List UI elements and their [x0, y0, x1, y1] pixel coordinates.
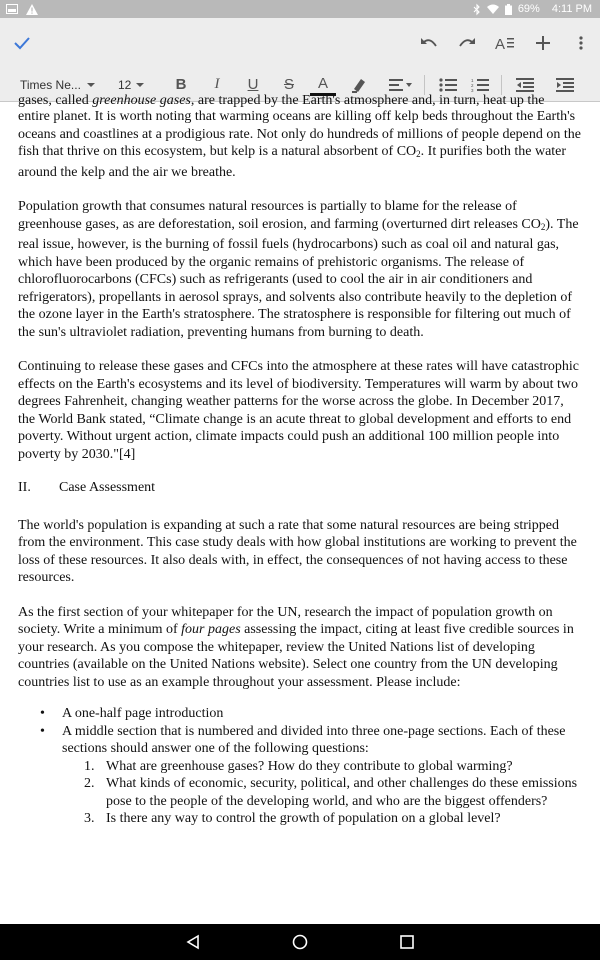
list-item[interactable]: • A one-half page introduction	[40, 705, 584, 723]
font-size-value: 12	[118, 77, 132, 92]
list-item[interactable]: 2. What kinds of economic, security, political, and other challenges do these emissions pose to the people of the developing world, and who are the biggest offenders?	[84, 776, 578, 809]
chevron-down-icon	[136, 83, 144, 87]
check-icon[interactable]	[10, 31, 34, 55]
text-color-button[interactable]: A	[310, 74, 336, 96]
svg-text:3: 3	[471, 87, 474, 93]
action-toolbar	[0, 18, 600, 68]
chevron-down-icon	[87, 83, 95, 87]
svg-text:2: 2	[471, 82, 474, 88]
numbered-list	[84, 758, 584, 828]
image-icon	[6, 4, 18, 14]
list-item[interactable]: • A middle section that is numbered and divided into three one-page sections. Each of these sections should answer one of the following questions:	[40, 723, 584, 758]
navigation-bar	[0, 924, 600, 960]
paragraph[interactable]: Continuing to release these gases and CFCs into the atmosphere at these rates will have catastrophic effects on the Earth's ecosystems and its level of biodiversity. Temperatures will warm by about two degrees Fahrenheit, changing weather patterns for the worse across the globe. In December 2017, the World Bank stated, “Climate change is an acute threat to global development and efforts to end poverty. Without urgent action, climate impacts could push an additional 100 million people into poverty by 2030."[4]	[18, 359, 580, 462]
bold-button[interactable]: B	[175, 76, 187, 93]
paragraph[interactable]: The world's population is expanding at such a rate that some natural resources are being stripped from the environment. This case study deals with how global institutions are working to prevent the loss of these resources. It also deals with, in effect, the consequences of not having access to these resources.	[18, 517, 577, 585]
bulleted-list	[40, 705, 584, 758]
paragraph[interactable]: Population growth that consumes natural resources is partially to blame for the release of greenhouse gases, as are deforestation, soil erosion, and farming (overturned dirt releases $CO_2$). The real issue, however, is the burning of fossil fuels (hydrocarbons) such as coal oil and natural gas, which have been produced by the organic remains of prehistoric organisms. The release of chlorofluorocarbons (CFCs) such as refrigerants (used to cool the air in air conditioners and refrigerators), propellants in aerosol sprays, and solvents also contribute heavily to the depletion of the ozone layer in the Earth's stratosphere. The stratosphere is responsible for filtering out much of the sun's ultraviolet radiation, preventing humans from burning to death.	[18, 199, 579, 340]
paragraph[interactable]: gases, called greenhouse gases, are trapped by the Earth's atmosphere and, in turn, heat up the entire planet. It is worth noting that warming oceans are killing off kelp beds throughout the Earth's oceans and coastlines at a prodigious rate. Not only do hundreds of millions of people depend on the fish that thrive on this ecosystem, but kelp is a natural absorbent of $CO_2$. It purifies both the water around the kelp and the air we breathe.	[18, 93, 581, 180]
home-icon[interactable]	[280, 927, 320, 957]
back-icon[interactable]	[173, 927, 213, 957]
add-icon[interactable]	[528, 28, 558, 58]
undo-icon[interactable]	[414, 28, 444, 58]
section-number: II.	[18, 480, 31, 495]
warning-icon	[26, 4, 38, 15]
list-item[interactable]: 1. What are greenhouse gases? How do they contribute to global warming?	[84, 758, 513, 774]
section-title: Case Assessment	[59, 480, 156, 495]
redo-icon[interactable]	[452, 28, 482, 58]
more-options-icon[interactable]	[566, 28, 596, 58]
status-bar	[0, 0, 600, 18]
list-item[interactable]: 3. Is there any way to control the growth of population on a global level?	[84, 811, 501, 826]
underline-button[interactable]: U	[247, 76, 259, 93]
clock: 4:11 PM	[551, 3, 592, 15]
bluetooth-icon	[473, 4, 481, 15]
svg-text:1: 1	[471, 77, 474, 83]
strikethrough-button[interactable]: S	[283, 76, 294, 93]
svg-text:A: A	[495, 36, 506, 53]
battery-percentage: 69%	[517, 3, 540, 15]
recents-icon[interactable]	[387, 927, 427, 957]
font-family-value: Times Ne...	[20, 77, 81, 92]
document-canvas[interactable]	[0, 93, 600, 924]
wifi-icon	[487, 4, 499, 14]
section-heading[interactable]	[18, 479, 584, 497]
text-format-icon[interactable]	[490, 28, 520, 58]
document-body[interactable]	[18, 92, 584, 828]
battery-icon	[505, 4, 512, 15]
paragraph[interactable]: As the first section of your whitepaper for the UN, research the impact of population growth on society. Write a minimum of four pages assessing the impact, citing at least five credible sources in your research. As you compose the whitepaper, review the United Nations list of developing countries (available on the United Nations website). Select one country from the UN developing countries list to use as an example throughout your assessment. Please include:	[18, 604, 574, 690]
italic-button[interactable]: I	[214, 76, 220, 92]
